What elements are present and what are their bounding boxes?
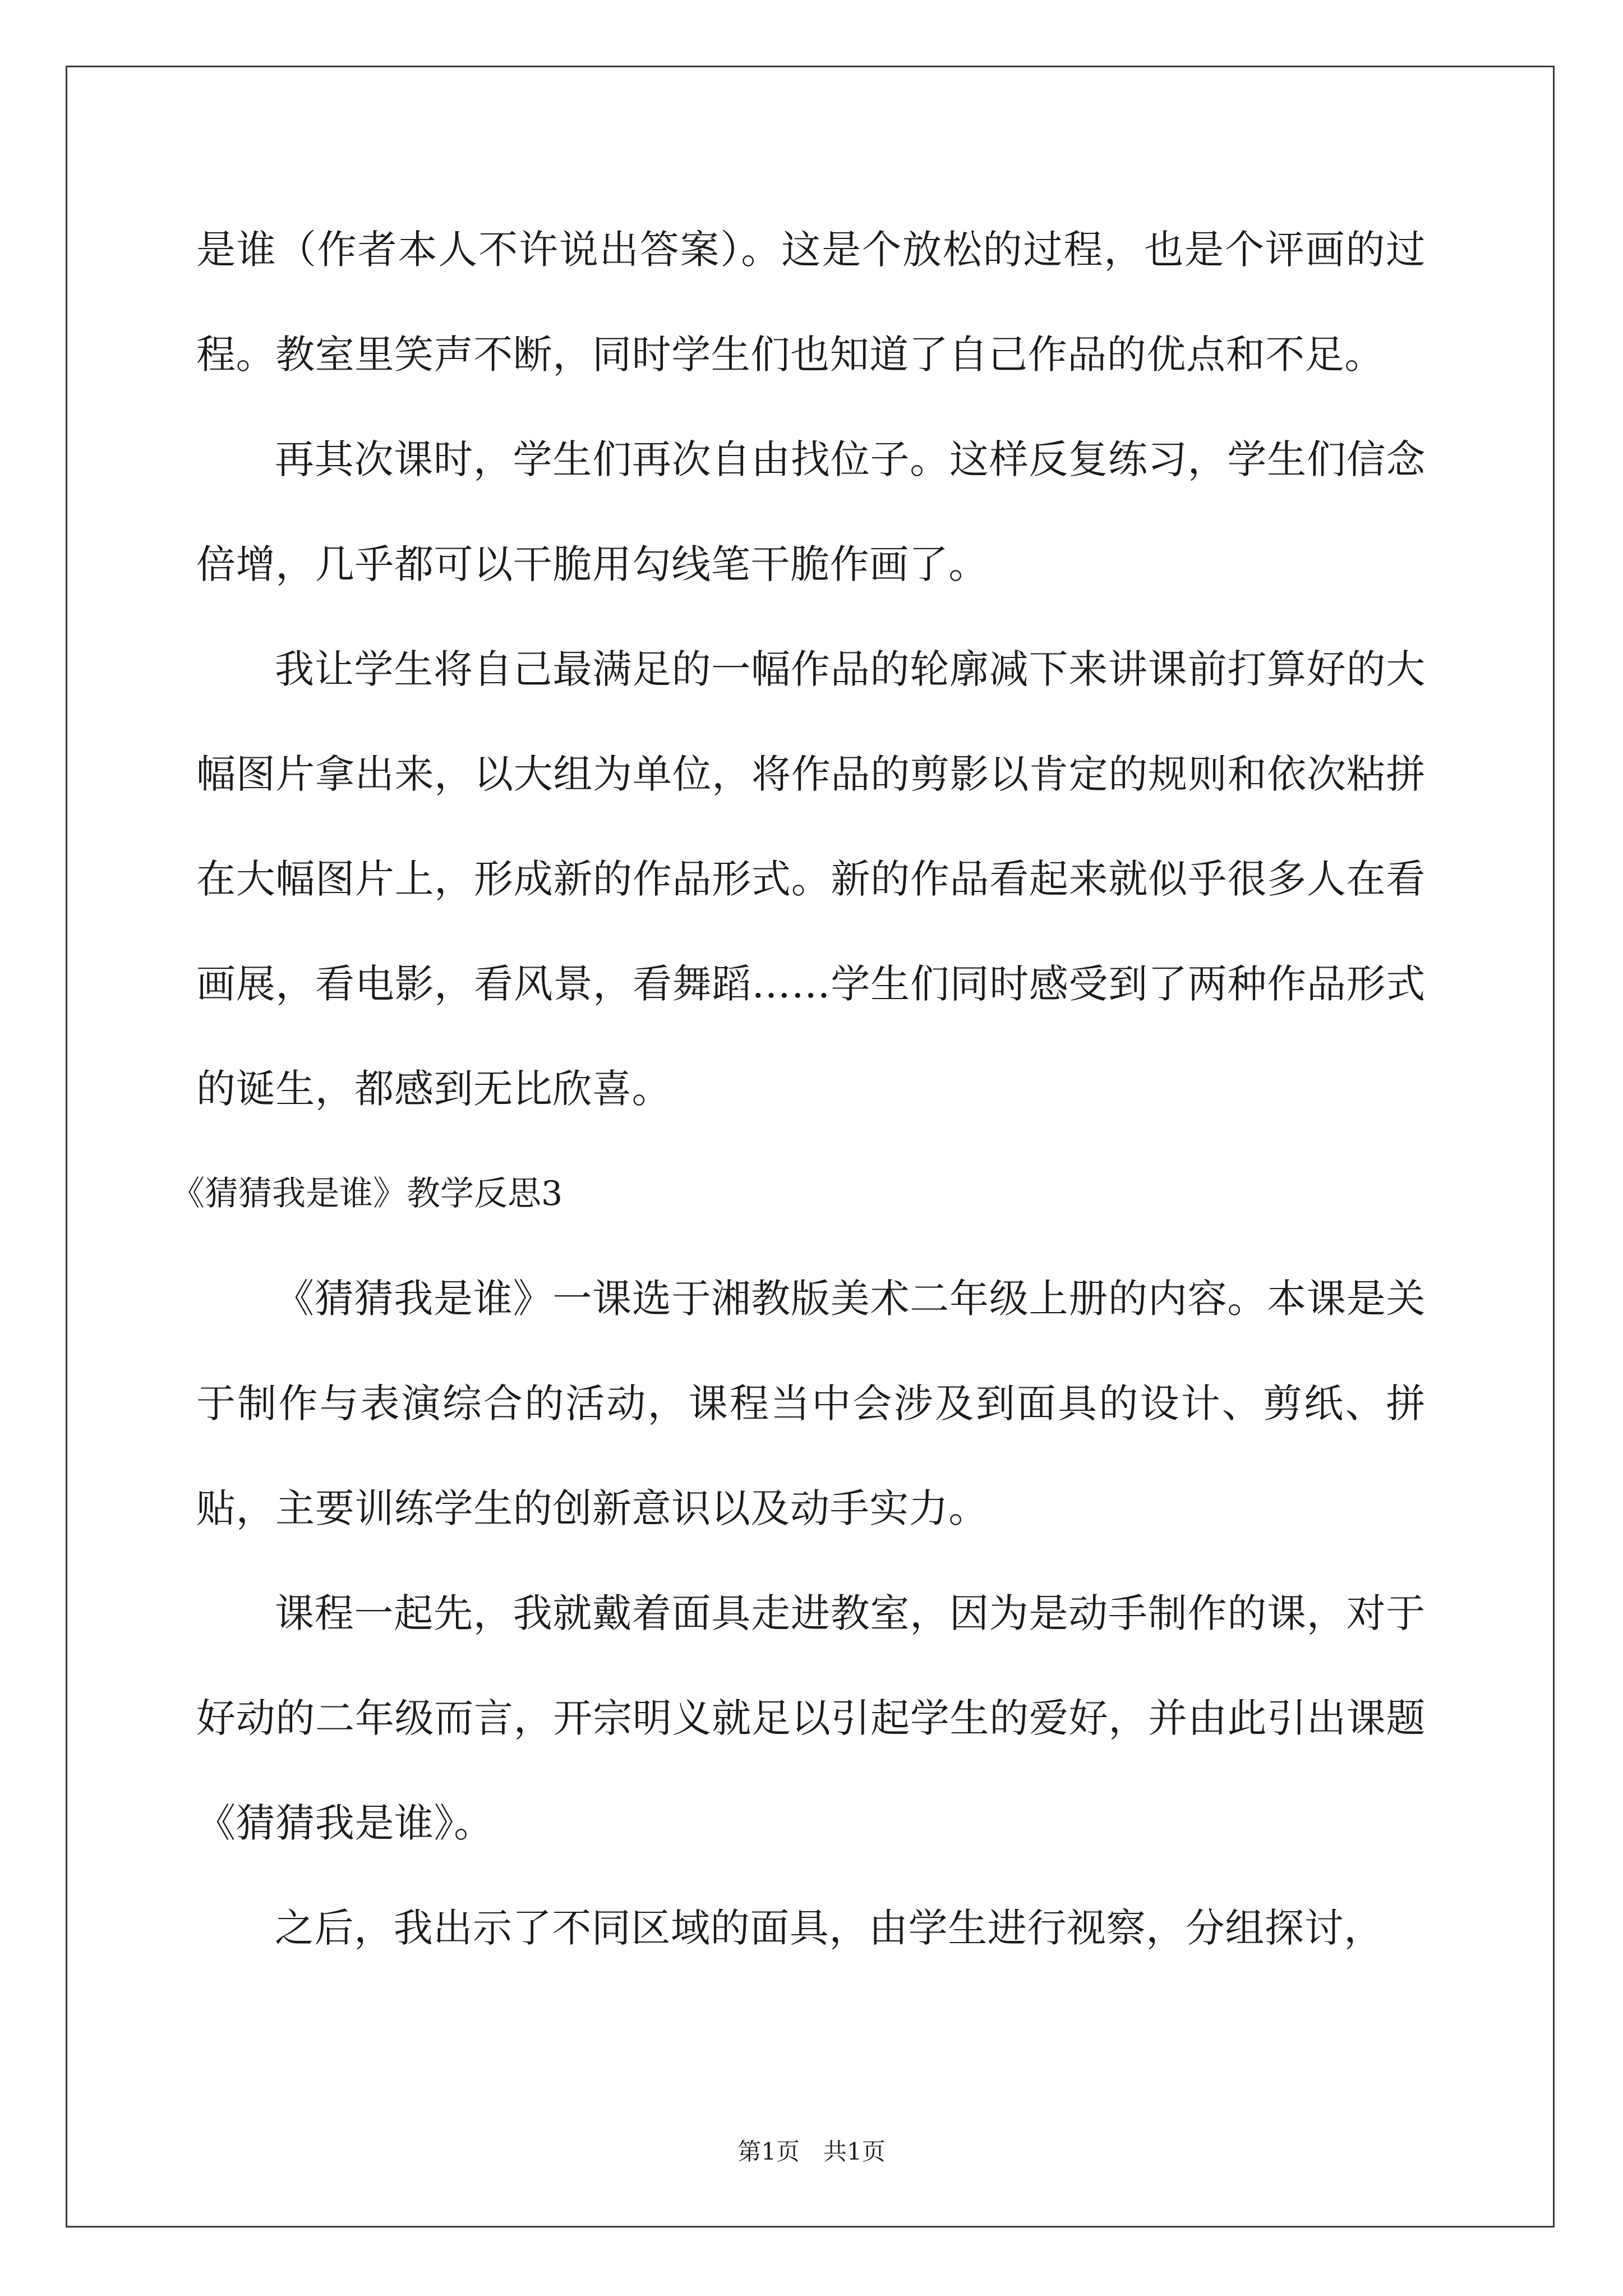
paragraph: 《猜猜我是谁》一课选于湘教版美术二年级上册的内容。本课是关于制作与表演综合的活动，课程当中会涉及到面具的设计、剪纸、拼贴，主要训练学生的创新意识以及动手实力。 — [196, 1276, 1426, 1531]
paragraph: 我让学生将自己最满足的一幅作品的轮廓减下来讲课前打算好的大幅图片拿出来，以大组为单位，将作品的剪影以肯定的规则和依次粘拼在大幅图片上，形成新的作品形式。新的作品看起来就似乎很多人在看画展，看电影，看风景，看舞蹈……学生们同时感受到了两种作品形式的诞生，都感到无比欣喜。 — [196, 646, 1426, 1112]
page-footer: 第1页 共1页 — [737, 2138, 886, 2165]
document-body — [171, 197, 1426, 1981]
paragraph: 之后，我出示了不同区域的面具，由学生进行视察，分组探讨， — [275, 1905, 1384, 1951]
paragraph: 课程一起先，我就戴着面具走进教室，因为是动手制作的课，对于好动的二年级而言，开宗明义就足以引起学生的爱好，并由此引出课题《猜猜我是谁》。 — [196, 1590, 1426, 1846]
section-heading: 《猜猜我是谁》教学反思3 — [171, 1174, 563, 1213]
paragraph: 再其次课时，学生们再次自由找位子。这样反复练习，学生们信念倍增，几乎都可以干脆用勾线笔干脆作画了。 — [196, 436, 1426, 587]
paragraph-continuation: 是谁（作者本人不许说出答案）。这是个放松的过程，也是个评画的过程。教室里笑声不断，同时学生们也知道了自己作品的优点和不足。 — [196, 227, 1426, 378]
